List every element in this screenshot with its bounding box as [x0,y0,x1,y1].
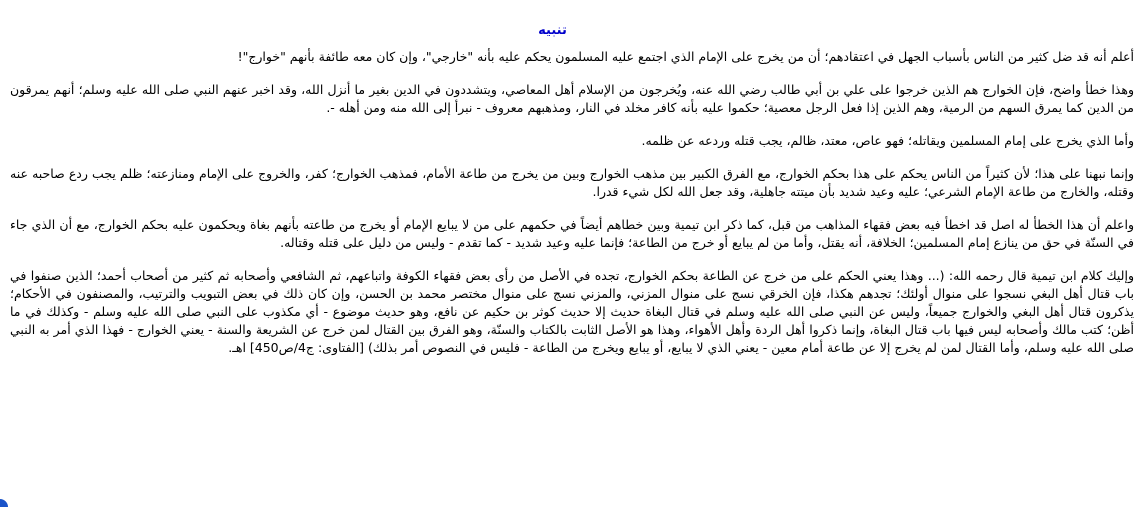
section-title: تنبيه [538,23,567,38]
paragraph-2: وهذا خطأ واضح، فإن الخوارج هم الذين خرجوا على علي بن أبي طالب رضي الله عنه، ويُخرجون من الإسلام أهل المعاصي، ويتشددون في الدين بغير ما أنزل الله، وقد اخبر عنهم النبي صلى الله عليه وسلم؛ أنهم يمرقون من الدين كما يمرق السهم من الرمية، وهم الذين إذا فعل الرجل معصية؛ حكموا عليه بأنه كافر مخلد في النار، ومذهبهم معروف - نبرأ إلى الله منه ومن أهله -. [10,82,1134,115]
paragraph-6: وإليك كلام ابن تيمية قال رحمه الله: (... وهذا يعني الحكم على من خرج عن الطاعة بحكم الخوارج، تجده في الأصل من رأى بعض فقهاء الكوفة واتباعهم، ثم الشافعي وأصحابه ثم كثير من أصحاب أحمد؛ الذين صنفوا في باب قتال أهل البغي نسجوا على منوال أولئك؛ تجدهم هكذا، فإن الخرقي نسج على منوال المزني، والمزني نسج على منوال مختصر محمد بن الحسن، وإن كان ذلك في بعض التبويب والترتيب، والمصنفون في الأحكام؛ يذكرون قتال أهل البغي والخوارج جميعاً، وليس عن النبي صلى الله عليه وسلم في قتال البغاة حديث إلا حديث كوثر بن حكيم عن نافع، وهو حديث موضوع - أي مكذوب على النبي صلى الله عليه وسلم - وكذلك في ما أظن؛ كتب مالك وأصحابه ليس فيها باب قتال البغاة، وإنما ذكروا أهل الردة وأهل الأهواء، وهذا هو الأصل الثابت بالكتاب والسنّة، وهو الفرق بين القتال لمن خرج عن الشريعة والسنة - يعني الخوارج - فهذا الذي أمر به النبي صلى الله عليه وسلم، وأما القتال لمن لم يخرج إلا عن طاعة أمام معين - يعني الذي لا يبايع، أو يبايع ويخرج من الطاعة - فليس في النصوص أمر بذلك) [الفتاوى: ج4/ص450] اهـ. [10,268,1134,355]
paragraph-5: واعلم أن هذا الخطأ له اصل قد اخطأ فيه بعض فقهاء المذاهب من قبل، كما ذكر ابن تيمية وبين خطاهم أيضاً في حكمهم على من لا يبايع الإمام أو يخرج من طاعته بأنهم بغاة ويحكمون عليه بحكم الخوارج، مع أن الذي جاء في السنّة في حق من ينازع إمام المسلمين؛ الخلافة، أنه يقتل، وأما من لم يبايع أو خرج من الطاعة؛ فإنما عليه وعيد شديد - كما تقدم - وليس من دليل على قتله وقتاله. [10,217,1134,250]
paragraph-1: أعلم أنه قد ضل كثير من الناس بأسباب الجهل في اعتقادهم؛ أن من يخرج على الإمام الذي اجتمع عليه المسلمون يحكم عليه بأنه "خارجي"، وإن كان معه طائفة بأنهم "خوارج"! [237,49,1134,64]
scroll-corner-marker [0,499,8,507]
article-body [10,48,1134,357]
paragraph-4: وإنما نبهنا على هذا؛ لأن كثيراً من الناس يحكم على هذا بحكم الخوارج، مع الفرق الكبير بين مذهب الخوارج وبين من يخرج من طاعة الأمام، فمذهب الخوارج؛ كفر، والخروج على الإمام ومنازعته؛ ظلم يجب ردع صاحبه عنه وقتله، والخارج من طاعة الإمام الشرعي؛ عليه وعيد شديد بأن ميتته جاهلية، وقد جعل الله لكل شيء قدرا. [10,166,1134,199]
paragraph-3: وأما الذي يخرج على إمام المسلمين ويقاتله؛ فهو عاص، معتد، ظالم، يجب قتله وردعه عن ظلمه. [641,133,1134,148]
